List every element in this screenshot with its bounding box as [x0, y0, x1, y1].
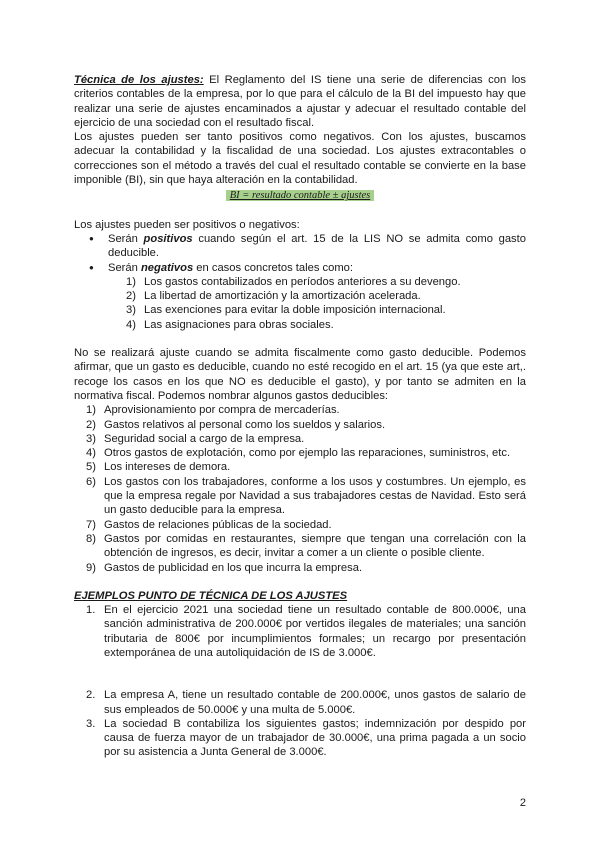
item-text: Las exenciones para evitar la doble imposición internacional. [144, 304, 446, 317]
list-item [74, 460, 526, 474]
examples-heading: EJEMPLOS PUNTO DE TÉCNICA DE LOS AJUSTES [74, 589, 348, 602]
list-item [74, 532, 526, 561]
item-number: 3) [126, 304, 136, 317]
item-text: Seguridad social a cargo de la empresa. [104, 432, 305, 445]
examples-list [74, 603, 526, 760]
item-text: Gastos de relaciones públicas de la sociedad. [104, 518, 332, 531]
formula [74, 188, 526, 203]
bullet-bold: positivos [143, 232, 193, 245]
deductible-expenses-list [74, 403, 526, 575]
item-text: Aprovisionamiento por compra de mercaderías. [104, 404, 340, 417]
item-text: Las asignaciones para obras sociales. [144, 318, 334, 331]
adjustment-types-list [74, 232, 526, 275]
list-item [74, 403, 526, 417]
item-number: 2. [86, 689, 96, 702]
item-number: 3. [86, 717, 96, 730]
item-number: 3) [86, 432, 96, 445]
item-number: 2) [86, 418, 96, 431]
negative-cases-list [74, 275, 526, 332]
page-number: 2 [519, 797, 526, 809]
item-text: La empresa A, tiene un resultado contable de 200.000€, unos gastos de salario de sus empleados de 50.000€ y una multa de 5.000€. [104, 689, 526, 716]
item-number: 1) [126, 275, 136, 288]
item-number: 4) [126, 318, 136, 331]
intro-paragraph [74, 73, 526, 130]
list-item [74, 475, 526, 518]
list-item [74, 318, 526, 332]
example-item [74, 717, 526, 760]
paragraph-adjustments: Los ajustes pueden ser tanto positivos como negativos. Con los ajustes, buscamos adecuar la contabilidad y la fiscalidad de una sociedad. Los ajustes extracontables o correcciones son el método a través del cual el resultado contable se convierte en la base imponible (BI), sin que haya alteración en la contabilidad. [74, 131, 526, 187]
example-item [74, 688, 526, 717]
bullet-pre: Serán [108, 261, 141, 274]
list-item [74, 289, 526, 303]
item-text: Los gastos con los trabajadores, conforme a los usos y costumbres. Un ejemplo, es que la empresa regale por Navidad a sus trabajadores cestas de Navidad. Esto será un gasto deducible para la empresa. [104, 475, 526, 517]
item-text: La libertad de amortización y la amortización acelerada. [144, 290, 421, 303]
item-number: 6) [86, 475, 96, 488]
document-body [74, 73, 526, 760]
list-item [74, 303, 526, 317]
bullet-post: cuando según el art. 15 de la LIS NO se admita como gasto deducible. [108, 232, 526, 260]
item-text: Gastos relativos al personal como los sueldos y salarios. [104, 418, 386, 431]
paragraph-types: Los ajustes pueden ser positivos o negativos: [74, 218, 300, 231]
item-text: Gastos de publicidad en los que incurra la empresa. [104, 561, 363, 574]
paragraph-deductible: No se realizará ajuste cuando se admita fiscalmente como gasto deducible. Podemos afirmar, que un gasto es deducible, cuando no esté recogido en el art. 15 (ya que este art,. recoge los casos en los que NO es deducible el gasto), y por tanto se admiten en la normativa fiscal. Podemos nombrar algunos gastos deducibles: [74, 347, 526, 402]
formula-text: BI = resultado contable ± ajustes [226, 190, 374, 201]
item-number: 7) [86, 518, 96, 531]
item-text: La sociedad B contabiliza los siguientes gastos; indemnización por despido por causa de fuerza mayor de un trabajador de 30.000€, una prima pagada a un socio por su asistencia a Junta General de 3.000€. [104, 717, 526, 759]
item-text: Los intereses de demora. [104, 461, 231, 474]
list-item [74, 446, 526, 460]
item-number: 2) [126, 290, 136, 303]
item-text: Gastos por comidas en restaurantes, siempre que tengan una correlación con la obtención de ingresos, es decir, invitar a comer a un cliente o posible cliente. [104, 532, 526, 560]
item-number: 1) [86, 404, 96, 417]
item-text: En el ejercicio 2021 una sociedad tiene un resultado contable de 800.000€, una sanción administrativa de 200.000€ por vertidos ilegales de materiales; una sanción tributaria de 800€ por incumplimientos formales; un recargo por presentación extemporánea de una autoliquidación de IS de 3.000€. [104, 604, 526, 659]
list-item-negative [74, 261, 526, 275]
bullet-post: en casos concretos tales como: [193, 261, 354, 274]
item-number: 4) [86, 447, 96, 460]
item-number: 8) [86, 532, 96, 545]
item-text: Otros gastos de explotación, como por ejemplo las reparaciones, suministros, etc. [104, 447, 511, 460]
list-item [74, 561, 526, 575]
bullet-pre: Serán [108, 232, 144, 245]
item-number: 1. [86, 604, 96, 617]
list-item-positive [74, 232, 526, 261]
item-number: 9) [86, 561, 96, 574]
item-number: 5) [86, 461, 96, 474]
intro-text: El Reglamento del IS tiene una serie de diferencias con los criterios contables de la empresa, por lo que para el cálculo de la BI del impuesto hay que realizar una serie de ajustes encaminados a ajustar y adecuar el resultado contable del ejercicio de una sociedad con el resultado fiscal. [74, 74, 526, 129]
example-item [74, 603, 526, 660]
list-item [74, 518, 526, 532]
list-item [74, 432, 526, 446]
list-item [74, 275, 526, 289]
bullet-bold: negativos [140, 261, 194, 274]
item-text: Los gastos contabilizados en períodos anteriores a su devengo. [144, 275, 461, 288]
list-item [74, 418, 526, 432]
section-title: Técnica de los ajustes: [74, 74, 204, 86]
